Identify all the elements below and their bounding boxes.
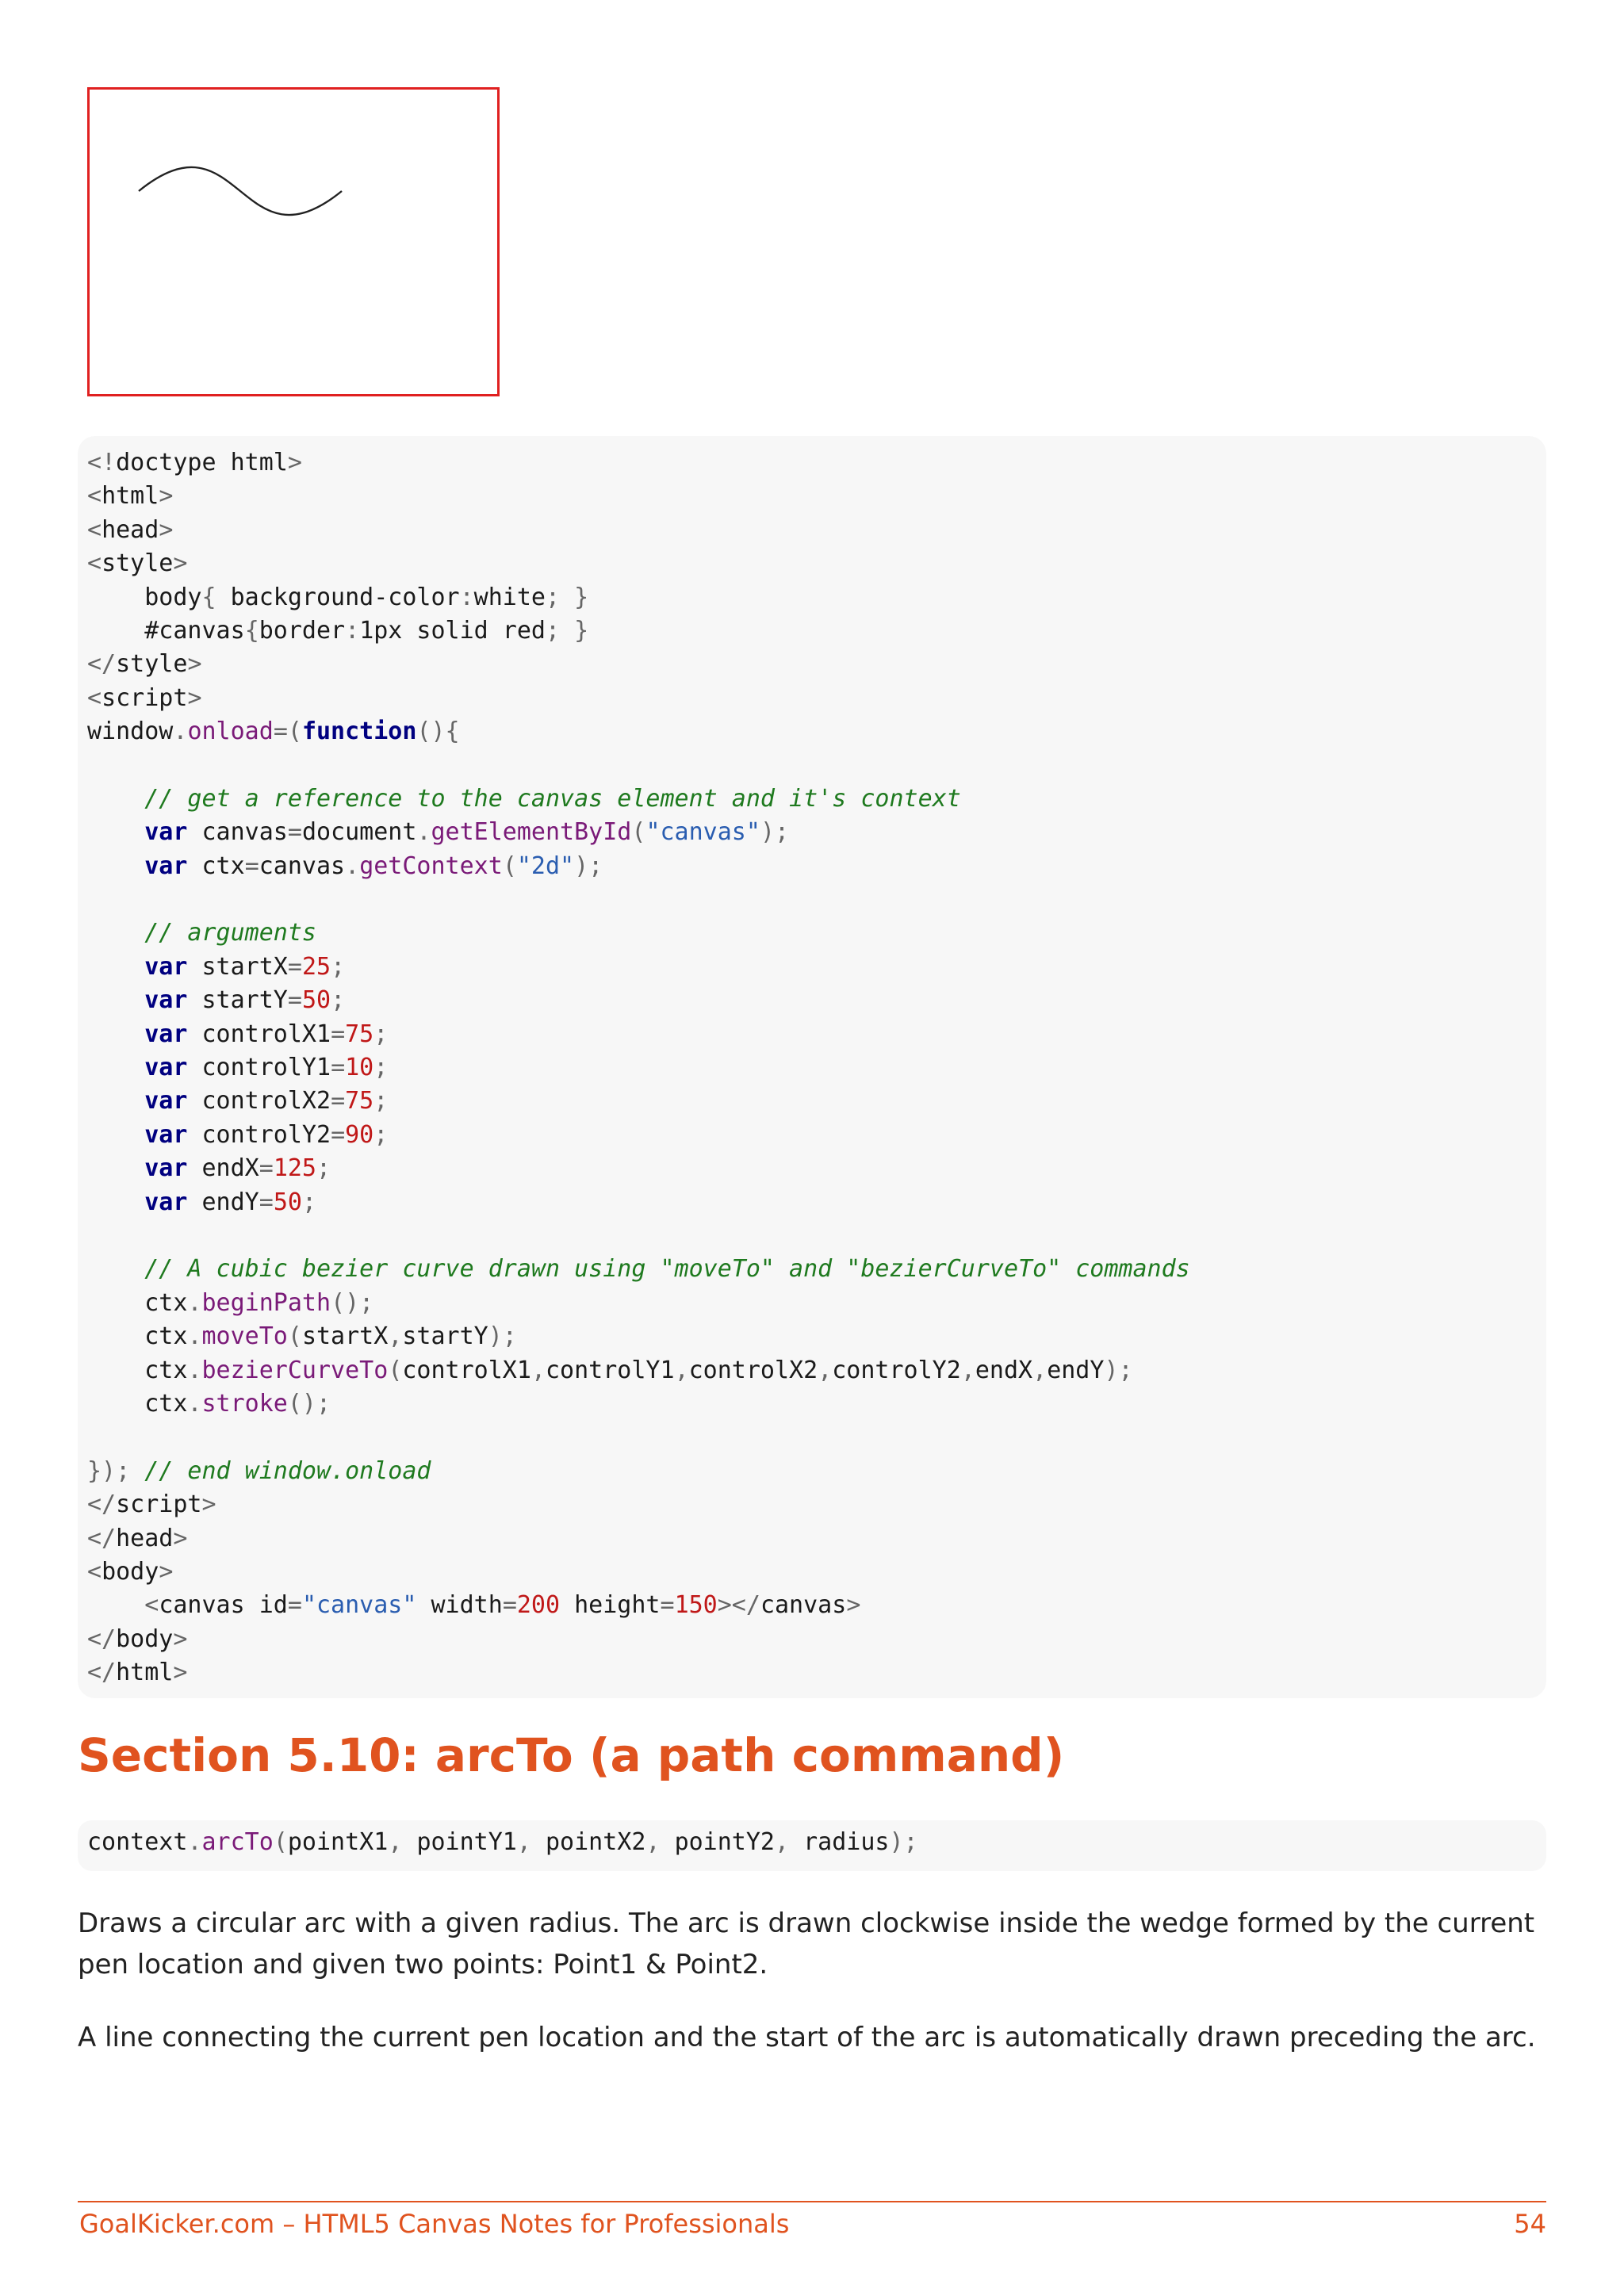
code-token: {	[201, 583, 231, 611]
code-token: controlY2	[187, 1120, 331, 1149]
code-line	[87, 1421, 1546, 1454]
code-token: "canvas"	[645, 818, 760, 847]
code-token: var	[144, 851, 188, 880]
code-token: controlX1	[187, 1020, 331, 1048]
code-token: white	[473, 583, 546, 611]
code-token	[130, 1457, 144, 1485]
code-token: controlX1	[402, 1356, 531, 1384]
code-line	[87, 1488, 1546, 1521]
code-token: body	[87, 583, 202, 611]
code-token: <	[144, 1591, 159, 1620]
code-token: var	[144, 1087, 188, 1115]
code-line	[87, 749, 1546, 783]
code-token: ,	[388, 1828, 417, 1856]
code-token: canvas	[760, 1591, 847, 1620]
code-line	[87, 1656, 1546, 1689]
code-token: script	[102, 683, 188, 712]
code-token: controlY1	[546, 1356, 675, 1384]
code-line	[87, 1085, 1546, 1118]
code-token: ();	[331, 1288, 374, 1317]
footer-source: GoalKicker.com – HTML5 Canvas Notes for Professionals	[79, 2209, 790, 2239]
code-token	[87, 1054, 144, 1081]
code-token: );	[488, 1322, 517, 1351]
code-token	[87, 785, 144, 813]
code-token: endY	[1047, 1356, 1105, 1384]
code-line	[87, 984, 1546, 1017]
code-token: >	[287, 449, 302, 476]
code-token: // end window.onload	[144, 1456, 431, 1485]
code-token: ctx	[87, 1356, 188, 1384]
code-token: ,	[645, 1828, 675, 1856]
code-token: arcTo	[201, 1828, 274, 1856]
code-line	[87, 1152, 1546, 1185]
paragraph-arc-description: Draws a circular arc with a given radius. The arc is drawn clockwise inside the wedge formed by the current pen location and given two points: Point1 & Point2.	[78, 1908, 1535, 1980]
code-token: .	[416, 818, 431, 847]
code-token: (	[631, 818, 646, 847]
code-token: document	[301, 818, 417, 847]
code-token: var	[144, 1154, 188, 1183]
code-line	[87, 1354, 1546, 1387]
code-token: <	[87, 683, 102, 712]
code-token: =	[244, 851, 259, 880]
code-token: 150	[674, 1591, 718, 1620]
code-token: endY	[187, 1188, 259, 1216]
code-token: >	[173, 1659, 188, 1687]
code-line	[87, 614, 1546, 648]
code-token: style	[116, 650, 188, 679]
code-token: pointX2	[546, 1828, 646, 1856]
code-token: // get a reference to the canvas element and it's context	[144, 784, 961, 813]
code-token: ,	[388, 1322, 403, 1351]
code-line	[87, 816, 1546, 849]
code-line	[87, 682, 1546, 715]
code-token: </	[87, 1624, 117, 1653]
code-token: </	[87, 650, 117, 679]
code-token: bezierCurveTo	[201, 1356, 389, 1384]
code-token: pointY1	[416, 1828, 517, 1856]
code-token: var	[144, 986, 188, 1015]
code-token: ();	[287, 1389, 331, 1418]
code-token: <	[87, 1557, 102, 1586]
code-token: .	[345, 851, 360, 880]
code-token	[87, 1087, 144, 1115]
code-token	[87, 986, 144, 1014]
code-token: startX	[187, 952, 288, 981]
code-token: 75	[345, 1020, 374, 1048]
code-token: width	[416, 1591, 503, 1620]
code-token: 90	[345, 1120, 374, 1149]
code-line	[87, 1623, 1546, 1656]
code-line	[87, 648, 1546, 681]
code-line	[87, 1018, 1546, 1051]
code-line	[87, 916, 1546, 950]
code-line	[87, 1219, 1546, 1253]
code-token: >	[159, 1557, 174, 1586]
code-token: 50	[273, 1188, 302, 1216]
code-token: =	[259, 1188, 274, 1216]
code-token: ></	[717, 1591, 760, 1620]
code-token: var	[144, 1054, 188, 1082]
code-token	[87, 1591, 144, 1619]
code-token: ,	[818, 1356, 833, 1384]
code-token: (){	[416, 718, 460, 746]
signature-code	[78, 1820, 1546, 1871]
code-line	[87, 1051, 1546, 1085]
code-token: head	[102, 515, 159, 544]
code-token: >	[187, 650, 202, 679]
code-token: script	[116, 1490, 202, 1519]
code-token: "2d"	[516, 851, 575, 880]
code-token: >	[187, 683, 202, 712]
code-token: height	[560, 1591, 661, 1620]
code-line	[87, 446, 1546, 480]
page-number: 54	[1514, 2209, 1546, 2239]
code-token: startX	[301, 1322, 389, 1351]
code-token: controlX2	[688, 1356, 818, 1384]
code-line	[87, 951, 1546, 984]
code-token: stroke	[201, 1389, 288, 1418]
code-token: =	[331, 1054, 346, 1082]
code-token: ,	[960, 1356, 975, 1384]
code-line	[87, 514, 1546, 547]
paragraph-line-note: A line connecting the current pen location and the start of the arc is automatically drawn preceding the arc.	[78, 2022, 1536, 2053]
code-line	[87, 715, 1546, 748]
code-token: .	[187, 1356, 202, 1384]
code-token: ,	[516, 1828, 546, 1856]
code-token: =	[331, 1087, 346, 1115]
code-token: });	[87, 1456, 131, 1485]
code-token: endX	[975, 1356, 1033, 1384]
code-token	[87, 953, 144, 981]
code-token: .	[187, 1322, 202, 1351]
code-token: =	[660, 1591, 675, 1620]
code-token: );	[760, 818, 790, 847]
code-token: beginPath	[201, 1288, 331, 1317]
code-token: =	[502, 1591, 517, 1620]
code-line	[87, 1455, 1546, 1488]
code-token: startY	[402, 1322, 488, 1351]
code-token: 200	[516, 1591, 561, 1620]
code-line	[87, 1320, 1546, 1353]
code-token: startY	[187, 986, 288, 1015]
code-token: .	[187, 1288, 202, 1317]
bezier-curve	[139, 167, 342, 215]
code-token: =	[287, 818, 302, 847]
code-token: onload	[187, 718, 274, 746]
code-token: controlY2	[832, 1356, 961, 1384]
code-token	[87, 818, 144, 846]
code-token: controlY1	[187, 1054, 331, 1082]
code-token: (	[502, 851, 517, 880]
code-token: body	[116, 1624, 174, 1653]
code-token: 50	[301, 986, 331, 1015]
code-token: var	[144, 818, 188, 847]
code-token: context	[87, 1828, 188, 1856]
code-token: ,	[674, 1356, 689, 1384]
code-token: ;	[373, 1020, 389, 1048]
footer-rule	[78, 2201, 1546, 2202]
code-token	[87, 919, 144, 947]
code-token: 10	[345, 1054, 374, 1082]
code-line	[87, 480, 1546, 513]
code-token: </	[87, 1490, 117, 1519]
code-token: .	[173, 718, 188, 746]
code-token: html	[116, 1659, 174, 1687]
code-token	[87, 1154, 144, 1182]
code-token: </	[87, 1524, 117, 1552]
code-token: background-color	[230, 583, 460, 611]
code-token: var	[144, 1188, 188, 1216]
code-line	[87, 1287, 1546, 1320]
canvas-demo	[87, 87, 500, 396]
code-token: ,	[1032, 1356, 1048, 1384]
code-token: // arguments	[144, 919, 316, 947]
code-line	[87, 783, 1546, 816]
code-token: ctx	[87, 1288, 188, 1317]
code-line	[87, 547, 1546, 580]
code-token: .	[187, 1389, 202, 1418]
code-token: >	[173, 1524, 188, 1552]
code-token: <	[87, 515, 102, 544]
code-token: ctx	[87, 1322, 188, 1351]
code-token: canvas	[187, 818, 288, 847]
code-token: canvas id	[159, 1591, 288, 1620]
code-token: >	[846, 1591, 861, 1620]
code-token: getContext	[359, 851, 503, 880]
code-token: >	[159, 515, 174, 544]
code-token: border	[259, 616, 346, 645]
code-token: ,	[775, 1828, 804, 1856]
code-token: =	[287, 952, 302, 981]
code-token: =	[259, 1154, 274, 1183]
code-token: ;	[373, 1087, 389, 1115]
code-token: 25	[301, 952, 331, 981]
code-token: <!	[87, 449, 117, 476]
code-token: =	[331, 1120, 346, 1149]
code-token: head	[116, 1524, 174, 1552]
code-line	[87, 1522, 1546, 1556]
code-token: <	[87, 482, 102, 511]
code-token: :	[345, 616, 360, 645]
code-line	[87, 1556, 1546, 1589]
code-token: .	[187, 1828, 202, 1856]
code-token: moveTo	[201, 1322, 288, 1351]
code-token: );	[1104, 1356, 1133, 1384]
code-token: ;	[331, 952, 346, 981]
code-token: doctype html	[116, 449, 288, 476]
code-token: radius	[803, 1828, 890, 1856]
code-token: endX	[187, 1154, 259, 1183]
section-heading: Section 5.10: arcTo (a path command)	[78, 1728, 1065, 1782]
code-line	[87, 883, 1546, 916]
code-token: );	[889, 1828, 918, 1856]
code-token: 125	[273, 1154, 316, 1183]
code-token: html	[102, 482, 159, 511]
code-line	[87, 1119, 1546, 1152]
code-token: pointY2	[674, 1828, 775, 1856]
code-token: (	[388, 1356, 403, 1384]
code-line	[87, 1589, 1546, 1622]
code-line	[87, 1826, 1546, 1859]
code-token: ;	[301, 1188, 316, 1216]
code-token: canvas	[259, 851, 346, 880]
code-token: window	[87, 718, 174, 746]
code-token: >	[173, 1624, 188, 1653]
code-token: ctx	[187, 851, 245, 880]
code-token: ;	[373, 1054, 389, 1082]
code-token: <	[87, 549, 102, 578]
code-token: =	[331, 1020, 346, 1048]
code-token: =(	[273, 718, 302, 746]
code-line	[87, 850, 1546, 883]
code-token: pointX1	[287, 1828, 389, 1856]
code-token: (	[287, 1322, 302, 1351]
code-token	[87, 1255, 144, 1283]
code-token: >	[159, 482, 174, 511]
bezier-curve-figure	[90, 90, 497, 394]
code-block	[78, 436, 1546, 1698]
code-line	[87, 1387, 1546, 1421]
code-token	[87, 1020, 144, 1048]
code-token: </	[87, 1659, 117, 1687]
code-token: ,	[530, 1356, 546, 1384]
code-token: function	[301, 718, 417, 746]
code-token: ; }	[545, 583, 589, 611]
code-token: :	[459, 583, 474, 611]
code-token: 75	[345, 1087, 374, 1115]
code-token: ;	[331, 986, 346, 1015]
code-token: getElementById	[431, 818, 632, 847]
code-token: #canvas	[87, 616, 245, 645]
code-token: =	[287, 986, 302, 1015]
code-token: var	[144, 1120, 188, 1149]
code-line	[87, 581, 1546, 614]
code-token: );	[574, 851, 603, 880]
code-token: >	[173, 549, 188, 578]
code-token	[87, 1121, 144, 1149]
code-token: body	[102, 1557, 159, 1586]
code-token: {	[244, 616, 259, 645]
code-token: ctx	[87, 1389, 188, 1418]
code-token: 1px solid red	[359, 616, 546, 645]
code-token: style	[102, 549, 174, 578]
code-token: (	[273, 1828, 288, 1856]
code-token: ;	[316, 1154, 331, 1183]
code-token: ; }	[546, 616, 589, 645]
code-token	[87, 852, 144, 880]
code-token: ;	[373, 1120, 389, 1149]
code-token: =	[287, 1591, 302, 1620]
code-token: var	[144, 1020, 188, 1048]
code-token: controlX2	[187, 1087, 331, 1115]
code-token	[87, 1188, 144, 1216]
code-token: >	[201, 1490, 216, 1519]
code-token: "canvas"	[301, 1591, 417, 1620]
code-line	[87, 1186, 1546, 1219]
code-token: // A cubic bezier curve drawn using "moveTo" and "bezierCurveTo" commands	[144, 1255, 1190, 1284]
code-token: var	[144, 952, 188, 981]
code-line	[87, 1253, 1546, 1286]
